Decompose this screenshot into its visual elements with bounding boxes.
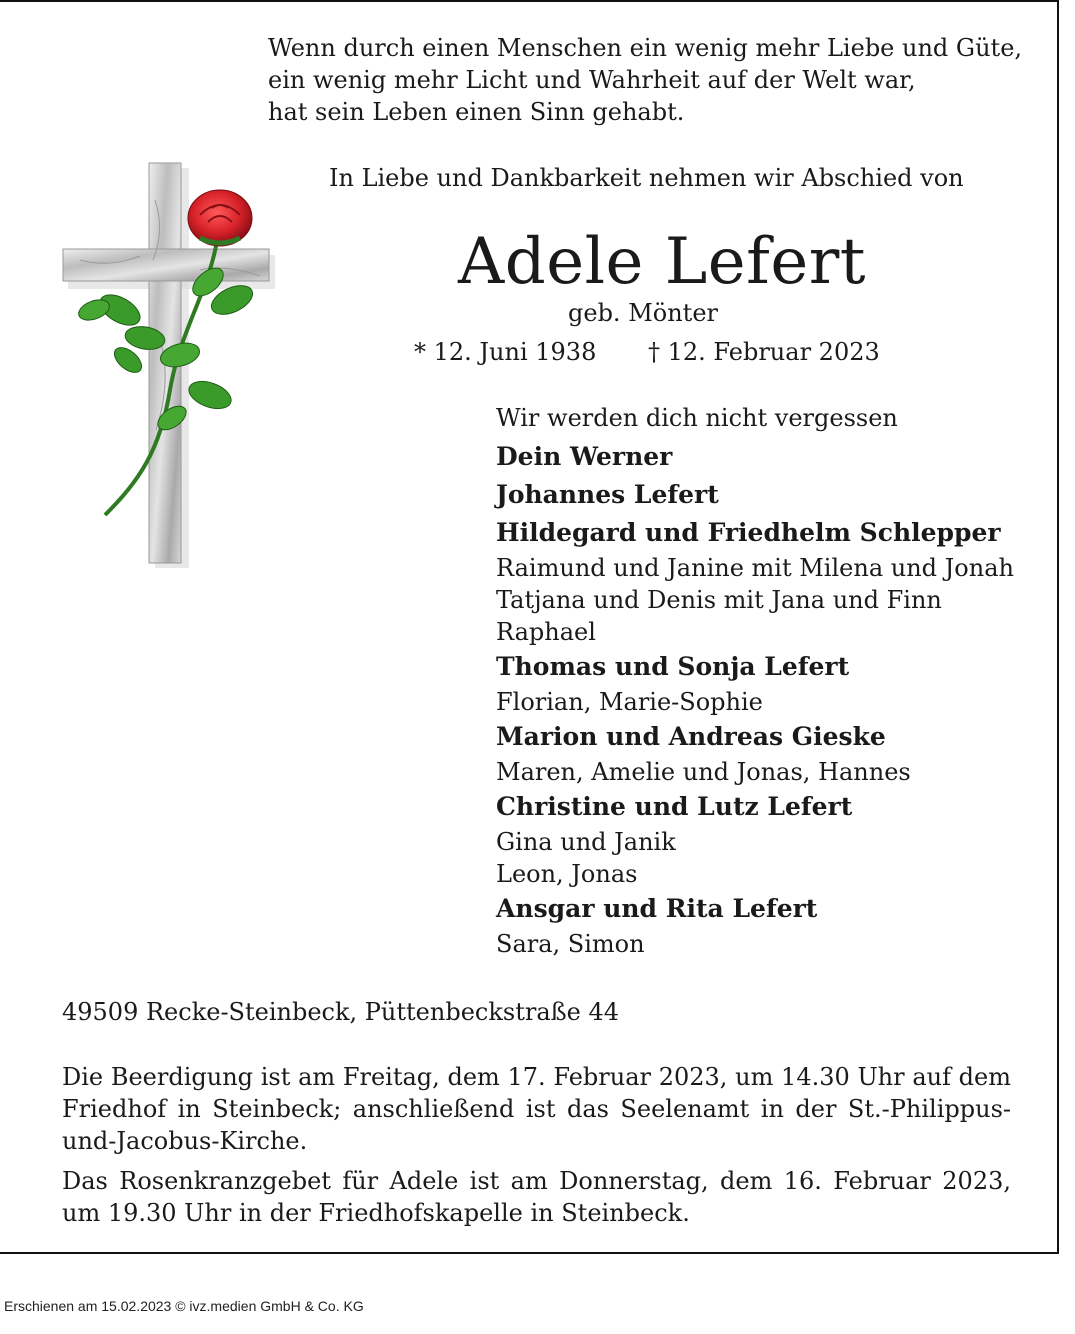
mourner-group-name: Dein Werner (496, 442, 673, 471)
mourner-member: Gina und Janik (496, 828, 676, 856)
mourner-member: Sara, Simon (496, 930, 645, 958)
maiden-name: geb. Mönter (568, 299, 718, 327)
mourner-member: Raimund und Janine mit Milena und Jonah (496, 554, 1014, 582)
publication-footer: Erschienen am 15.02.2023 © ivz.medien GmbH & Co. KG (4, 1298, 364, 1314)
mourner-member: Tatjana und Denis mit Jana und Finn (496, 586, 942, 614)
mourner-member: Maren, Amelie und Jonas, Hannes (496, 758, 911, 786)
mourner-member: Raphael (496, 618, 596, 646)
mourner-group-name: Hildegard und Friedhelm Schlepper (496, 518, 1001, 547)
deceased-name: Adele Lefert (458, 225, 866, 299)
mourner-group-name: Thomas und Sonja Lefert (496, 652, 850, 681)
mourner-member: Leon, Jonas (496, 860, 638, 888)
mourner-group-name: Ansgar und Rita Lefert (496, 894, 818, 923)
intro-text: In Liebe und Dankbarkeit nehmen wir Abschied von (329, 164, 964, 192)
mourner-group-name: Marion und Andreas Gieske (496, 722, 886, 751)
address: 49509 Recke-Steinbeck, Püttenbeckstraße 44 (62, 998, 620, 1026)
poem-line: Wenn durch einen Menschen ein wenig mehr Liebe und Güte, (268, 34, 1023, 62)
rosary-paragraph: Das Rosenkranzgebet für Adele ist am Donnerstag, dem 16. Februar 2023, um 19.30 Uhr in der Friedhofskapelle in Steinbeck. (62, 1167, 1011, 1227)
mourner-group-name: Christine und Lutz Lefert (496, 792, 853, 821)
poem (268, 32, 1048, 128)
funeral-paragraph: Die Beerdigung ist am Freitag, dem 17. Februar 2023, um 14.30 Uhr auf dem Friedhof in Steinbeck; anschließend ist das Seelenamt in der St.-Philippus-und-Jacobus-Kirche. (62, 1063, 1011, 1155)
death-date: † 12. Februar 2023 (648, 338, 880, 366)
birth-date: * 12. Juni 1938 (414, 338, 597, 366)
mourners-heading: Wir werden dich nicht vergessen (496, 404, 898, 432)
poem-line: ein wenig mehr Licht und Wahrheit auf der Welt war, (268, 66, 916, 94)
mourners-list (496, 402, 1056, 960)
cross-with-rose-icon (60, 160, 275, 570)
mourner-member: Florian, Marie-Sophie (496, 688, 763, 716)
mourner-group-name: Johannes Lefert (496, 480, 719, 509)
poem-line: hat sein Leben einen Sinn gehabt. (268, 98, 685, 126)
